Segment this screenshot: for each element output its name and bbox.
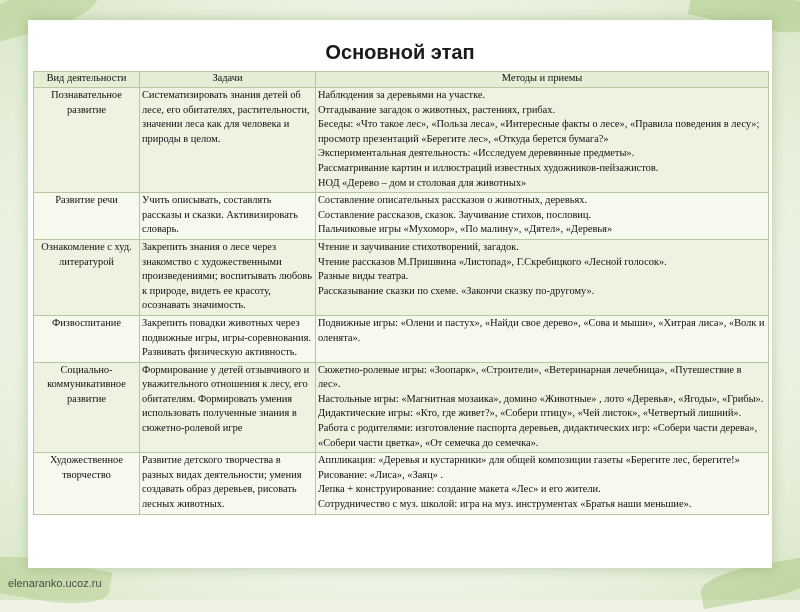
tasks-cell: Систематизировать знания детей об лесе, его обитателях, растительности, значении леса как для человека и природы в целом. (140, 88, 316, 193)
table-row (34, 362, 769, 453)
activity-cell: Социально-коммуникативное развитие (34, 362, 140, 453)
site-footer: elenaranko.ucoz.ru (8, 578, 102, 590)
tasks-cell: Развитие детского творчества в разных видах деятельности; умения создавать образ деревьев, рисовать лесных животных. (140, 453, 316, 514)
activity-cell: Познавательное развитие (34, 88, 140, 193)
table-row (34, 193, 769, 240)
activity-cell: Развитие речи (34, 193, 140, 240)
method-line: Работа с родителями: изготовление паспорта деревьев, дидактических игр: «Собери части дерева», «Собери части цветка», «От семечка до семечка». (318, 423, 758, 449)
tasks-cell: Закрепить повадки животных через подвижные игры, игры-соревнования. Развивать физическую активность. (140, 315, 316, 362)
methods-cell (316, 362, 769, 453)
method-line: Экспериментальная деятельность: «Исследуем деревянные предметы». (318, 148, 635, 160)
activity-cell: Ознакомление с худ. литературой (34, 239, 140, 315)
table-row (34, 239, 769, 315)
method-line: Наблюдения за деревьями на участке. (318, 90, 486, 101)
method-line: Настольные игры: «Магнитная мозаика», домино «Животные» , лото «Деревья», «Ягоды», «Грибы». (318, 393, 764, 405)
method-line: Дидактические игры: «Кто, где живет?», «Собери птицу», «Чей листок», «Четвертый лишний». (318, 408, 742, 420)
method-line: Аппликация: «Деревья и кустарники» для общей композиции газеты «Берегите лес, берегите!» (318, 455, 740, 467)
method-line: Рассматривание картин и иллюстраций известных художников-пейзажистов. (318, 162, 659, 174)
methods-cell (316, 193, 769, 240)
table-row (34, 315, 769, 362)
tasks-cell: Закрепить знания о лесе через знакомство с художественными произведениями; воспитывать любовь к природе, видеть ее красоту, осознавать значимость. (140, 239, 316, 315)
methods-cell (316, 88, 769, 193)
method-line: Подвижные игры: «Олени и пастух», «Найди свое дерево», «Сова и мыши», «Хитрая лиса», «Волк и оленята». (318, 317, 765, 344)
method-line: Чтение и заучивание стихотворений, загадок. (318, 241, 519, 253)
methods-cell (316, 453, 769, 514)
method-line: Составление описательных рассказов о животных, деревьях. (318, 195, 588, 207)
slide-title: Основной этап (325, 42, 475, 64)
header-tasks: Задачи (140, 72, 316, 88)
activity-table (33, 71, 769, 515)
methods-cell (316, 239, 769, 315)
table-header-row (34, 72, 769, 88)
method-line: Сюжетно-ролевые игры: «Зоопарк», «Строители», «Ветеринарная лечебница», «Путешествие в лес». (318, 364, 742, 391)
activity-cell: Художественное творчество (34, 453, 140, 514)
method-line: Отгадывание загадок о животных, растениях, грибах. (318, 104, 556, 116)
table-row (34, 88, 769, 193)
method-line: Рисование: «Лиса», «Заяц» . (318, 469, 444, 481)
method-line: Составление рассказов, сказок. Заучивание стихов, пословиц. (318, 209, 592, 221)
method-line: Пальчиковые игры «Мухомор», «По малину», «Дятел», «Деревья» (318, 224, 613, 236)
method-line: НОД «Дерево – дом и столовая для животных» (318, 177, 527, 189)
table-row (34, 453, 769, 514)
method-line: Чтение рассказов М.Пришвина «Листопад», Г.Скребицкого «Лесной голосок». (318, 256, 667, 268)
method-line: Лепка + конструирование: создание макета «Лес» и его жители. (318, 484, 601, 496)
method-line: Рассказывание сказки по схеме. «Закончи сказку по-другому». (318, 285, 595, 297)
method-line: Разные виды театра. (318, 271, 409, 283)
tasks-cell: Формирование у детей отзывчивого и уважительного отношения к лесу, его обитателям. Формировать умения использовать полученные знания в сюжетно-ролевой игре (140, 362, 316, 453)
header-activity: Вид деятельности (34, 72, 140, 88)
header-methods: Методы и приемы (316, 72, 769, 88)
method-line: Беседы: «Что такое лес», «Польза леса», «Интересные факты о лесе», «Правила поведения в лесу»; просмотр презентаций «Берегите лес», «Откуда берется бумага?» (318, 119, 760, 145)
activity-cell: Физвоспитание (34, 315, 140, 362)
method-line: Сотрудничество с муз. школой: игра на муз. инструментах «Братья наши меньшие». (318, 499, 692, 511)
slide-card (28, 20, 772, 568)
methods-cell (316, 315, 769, 362)
tasks-cell: Учить описывать, составлять рассказы и сказки. Активизировать словарь. (140, 193, 316, 240)
